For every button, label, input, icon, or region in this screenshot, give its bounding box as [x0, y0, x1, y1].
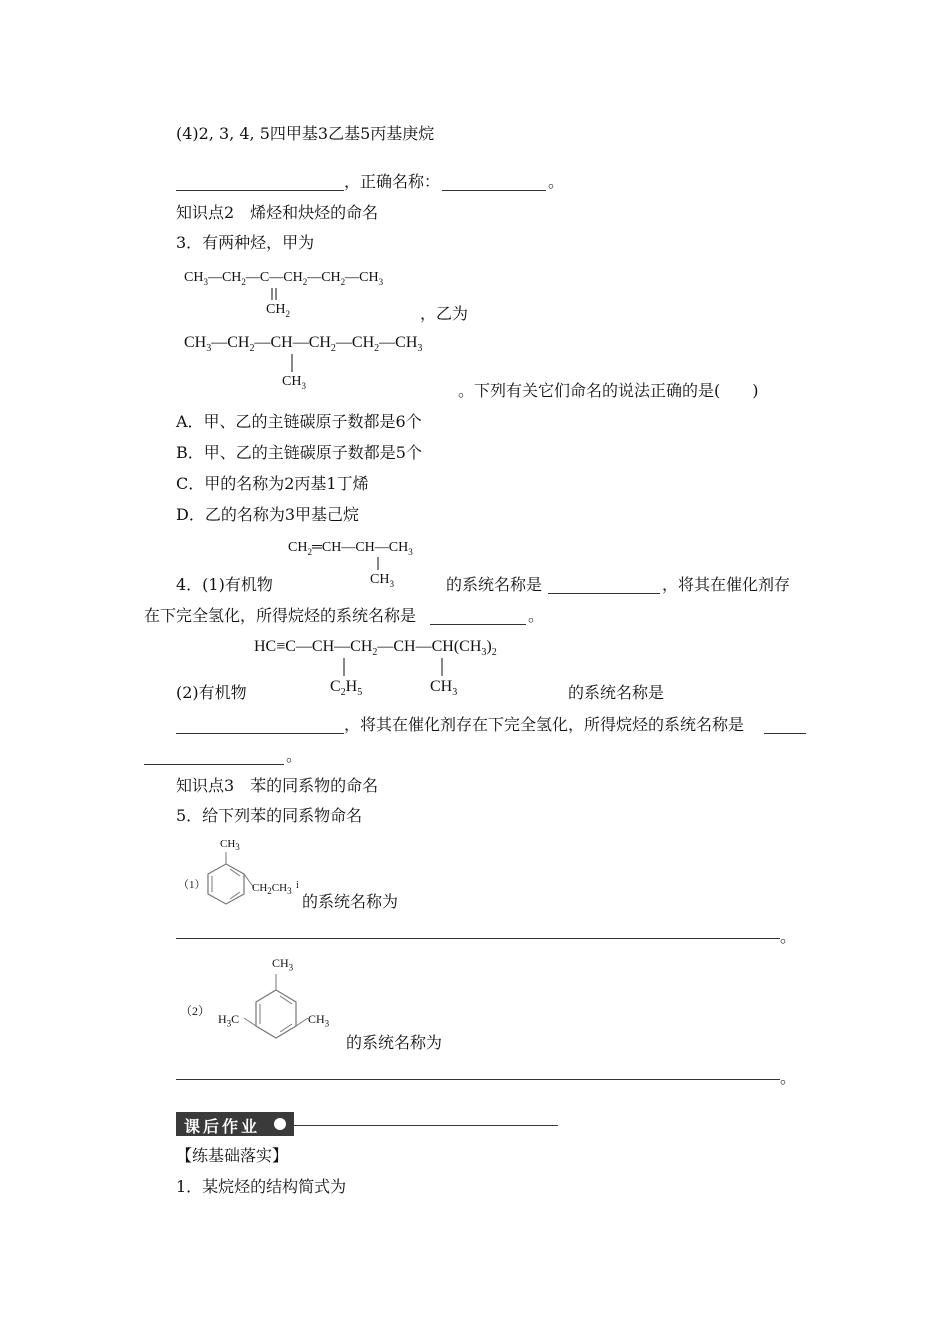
question-text: 在下完全氢化，所得烷烃的系统名称是: [144, 606, 417, 625]
option-d[interactable]: D．乙的名称为3甲基己烷: [176, 505, 360, 524]
option-c[interactable]: C．甲的名称为2丙基1丁烯: [176, 474, 369, 493]
question-stem: 1．某烷烃的结构简式为: [176, 1177, 347, 1196]
question-text: ，将其在催化剂存: [662, 575, 791, 594]
punctuation: 。: [548, 172, 565, 191]
punctuation: 。: [780, 927, 797, 946]
question-text: 的系统名称为: [302, 892, 399, 911]
question-text: 的系统名称为: [346, 1033, 443, 1052]
section-label: 【练基础落实】: [176, 1146, 289, 1165]
question-text: ，将其在催化剂存在下完全氢化，所得烷烃的系统名称是: [344, 715, 745, 734]
section-title: 知识点2 烯烃和炔烃的命名: [176, 203, 379, 222]
punctuation: 。: [780, 1068, 797, 1087]
question-text: 4．(1)有机物: [176, 575, 273, 594]
question-text: 的系统名称是: [568, 683, 665, 702]
section-title: 知识点3 苯的同系物的命名: [176, 776, 379, 795]
punctuation: 。: [528, 606, 545, 625]
option-b[interactable]: B．甲、乙的主链碳原子数都是5个: [176, 443, 422, 462]
question-text: (2)有机物: [176, 683, 247, 702]
option-a[interactable]: A．甲、乙的主链碳原子数都是6个: [176, 412, 422, 431]
bullet-dot-icon: [274, 1118, 286, 1130]
answer-blank[interactable]: [176, 1079, 780, 1080]
homework-header: [176, 1112, 294, 1136]
question-stem: 3．有两种烃，甲为: [176, 233, 315, 252]
question-text: 的系统名称是: [446, 575, 543, 594]
question-text: (4)2, 3, 4, 5四甲基3乙基5丙基庚烷: [176, 124, 435, 143]
header-rule: [294, 1125, 558, 1126]
homework-header-label: 课后作业: [184, 1117, 261, 1136]
punctuation: 。: [286, 746, 303, 765]
question-text: ，乙为: [420, 304, 469, 323]
question-text: 。下列有关它们命名的说法正确的是( ): [458, 381, 759, 400]
answer-label: ，正确名称：: [344, 172, 441, 191]
question-stem: 5．给下列苯的同系物命名: [176, 806, 363, 825]
